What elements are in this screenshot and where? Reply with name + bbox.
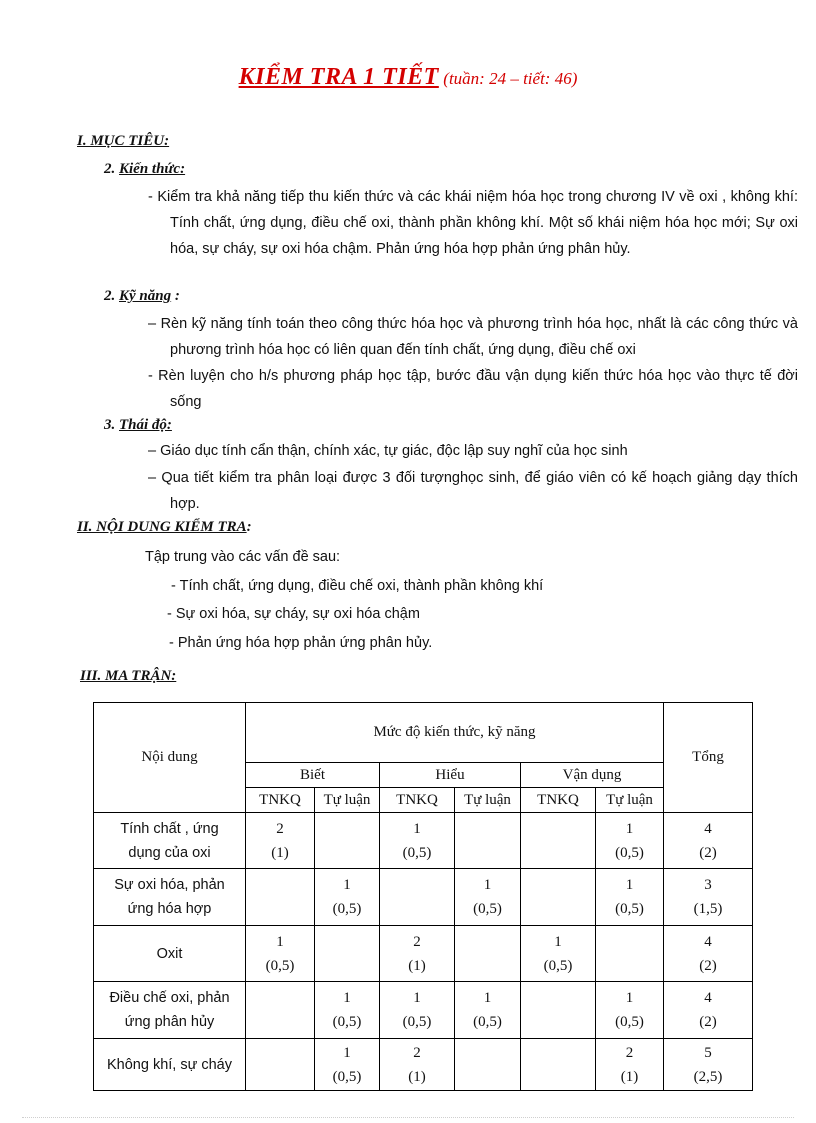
- level-understand: Hiểu: [380, 763, 521, 788]
- attitude-item: [148, 465, 798, 517]
- table-cell: 1 (0,5): [455, 982, 521, 1039]
- matrix-table: [93, 702, 753, 1091]
- table-cell: [521, 813, 596, 869]
- table-cell: [246, 869, 315, 926]
- sub-header: TNKQ: [521, 788, 596, 813]
- total-cell: 4 (2): [664, 982, 753, 1039]
- attitude-heading: [104, 417, 172, 434]
- knowledge-heading: [104, 161, 185, 178]
- skills-item: [148, 363, 798, 415]
- table-cell: [455, 926, 521, 982]
- table-cell: 2 (1): [380, 926, 455, 982]
- table-cell: [521, 982, 596, 1039]
- table-cell: [315, 926, 380, 982]
- table-cell: 1 (0,5): [315, 1039, 380, 1091]
- table-cell: 1 (0,5): [380, 982, 455, 1039]
- row-label: Tính chất , ứng dụng của oxi: [94, 813, 246, 869]
- document-header: [0, 64, 816, 91]
- table-cell: [521, 869, 596, 926]
- section-2-intro: Tập trung vào các vấn đề sau:: [145, 549, 341, 565]
- section-2-suffix: :: [246, 519, 252, 535]
- total-cell: 4 (2): [664, 813, 753, 869]
- knowledge-number: 2.: [104, 161, 116, 177]
- table-cell: 1 (0,5): [521, 926, 596, 982]
- row-label: Không khí, sự cháy: [94, 1039, 246, 1091]
- table-cell: 1 (0,5): [380, 813, 455, 869]
- table-cell: [246, 982, 315, 1039]
- document-title: KIỂM TRA 1 TIẾT: [238, 64, 439, 90]
- content-item: - Sự oxi hóa, sự cháy, sự oxi hóa chậm: [167, 606, 420, 622]
- table-cell: 2 (1): [596, 1039, 664, 1091]
- skills-item: [148, 311, 798, 363]
- table-cell: [246, 1039, 315, 1091]
- table-row: [94, 1039, 753, 1091]
- level-apply: Vận dụng: [521, 763, 664, 788]
- skills-item-text: – Rèn kỹ năng tính toán theo công thức hóa học và phương trình hóa học, nhất là các công thức và phương trình hóa học có liên quan đến tính chất, ứng dụng, điều chế oxi: [148, 316, 798, 358]
- attitude-number: 3.: [104, 417, 116, 433]
- skills-number: 2.: [104, 288, 116, 304]
- content-item: - Tính chất, ứng dụng, điều chế oxi, thành phần không khí: [171, 578, 544, 594]
- sub-header: Tự luận: [455, 788, 521, 813]
- table-cell: 2 (1): [246, 813, 315, 869]
- sub-header: Tự luận: [596, 788, 664, 813]
- total-cell: 3 (1,5): [664, 869, 753, 926]
- table-cell: 1 (0,5): [315, 869, 380, 926]
- table-cell: [455, 813, 521, 869]
- table-cell: [521, 1039, 596, 1091]
- knowledge-text: [148, 184, 798, 262]
- level-know: Biết: [246, 763, 380, 788]
- attitude-item-text: – Qua tiết kiểm tra phân loại được 3 đối tượnghọc sinh, để giáo viên có kế hoạch giảng dạy thích hợp.: [148, 470, 798, 512]
- table-cell: [315, 813, 380, 869]
- header-content: Nội dung: [94, 703, 246, 813]
- row-label: Oxit: [94, 926, 246, 982]
- table-row: [94, 869, 753, 926]
- sub-header: Tự luận: [315, 788, 380, 813]
- table-cell: 1 (0,5): [596, 982, 664, 1039]
- sub-header: TNKQ: [246, 788, 315, 813]
- table-cell: 1 (0,5): [315, 982, 380, 1039]
- knowledge-label: Kiến thức:: [119, 161, 186, 177]
- total-cell: 4 (2): [664, 926, 753, 982]
- attitude-item: [148, 438, 798, 464]
- section-1-heading: I. MỤC TIÊU:: [77, 133, 170, 149]
- table-cell: 2 (1): [380, 1039, 455, 1091]
- page-bottom-divider: [22, 1117, 794, 1118]
- header-total: Tổng: [664, 703, 753, 813]
- table-cell: 1 (0,5): [596, 813, 664, 869]
- skills-item-text: - Rèn luyện cho h/s phương pháp học tập, bước đầu vận dụng kiến thức hóa học vào thực tế đời sống: [148, 368, 798, 410]
- total-cell: 5 (2,5): [664, 1039, 753, 1091]
- section-2-heading: [77, 519, 252, 536]
- sub-header: TNKQ: [380, 788, 455, 813]
- table-cell: 1 (0,5): [455, 869, 521, 926]
- table-row: [94, 813, 753, 869]
- section-3-heading: III. MA TRẬN:: [80, 668, 177, 684]
- row-label: Điều chế oxi, phản ứng phân hủy: [94, 982, 246, 1039]
- table-row: [94, 982, 753, 1039]
- content-item: - Phản ứng hóa hợp phản ứng phân hủy.: [169, 635, 433, 651]
- header-level: Mức độ kiến thức, kỹ năng: [246, 703, 664, 763]
- skills-label: Kỹ năng: [119, 288, 172, 304]
- row-label: Sự oxi hóa, phản ứng hóa hợp: [94, 869, 246, 926]
- table-row: [94, 926, 753, 982]
- table-cell: [596, 926, 664, 982]
- table-cell: [455, 1039, 521, 1091]
- table-cell: 1 (0,5): [596, 869, 664, 926]
- skills-heading: [104, 288, 180, 305]
- document-subtitle: (tuần: 24 – tiết: 46): [443, 69, 578, 88]
- attitude-label: Thái độ:: [119, 417, 172, 433]
- table-cell: [380, 869, 455, 926]
- attitude-item-text: – Giáo dục tính cẩn thận, chính xác, tự giác, độc lập suy nghĩ của học sinh: [148, 443, 628, 459]
- section-2-title: II. NỘI DUNG KIỂM TRA: [77, 519, 247, 535]
- table-cell: 1 (0,5): [246, 926, 315, 982]
- knowledge-paragraph: - Kiểm tra khả năng tiếp thu kiến thức và các khái niệm hóa học trong chương IV về oxi , không khí: Tính chất, ứng dụng, điều chế oxi, thành phần không khí. Một số khái niệm hóa học mới; Sự oxi hóa, sự cháy, sự oxi hóa chậm. Phản ứng hóa hợp phản ứng phân hủy.: [148, 189, 798, 257]
- skills-suffix: :: [171, 288, 180, 304]
